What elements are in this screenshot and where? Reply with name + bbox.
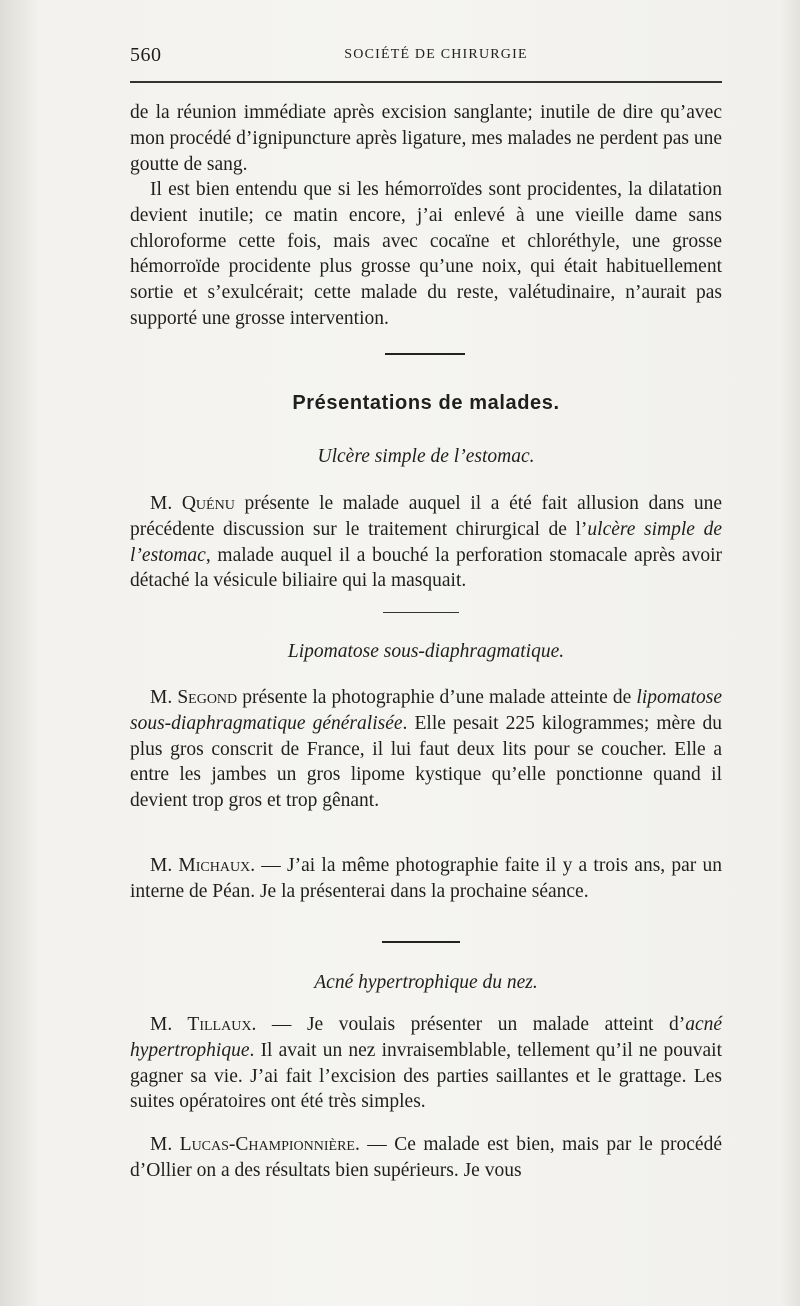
- case-text: présente la photographie d’une malade atteinte de: [237, 687, 637, 708]
- intro-paragraph-1: de la réunion immédiate après excision sanglante; inutile de dire qu’avec mon procédé d’ignipuncture après ligature, mes malades ne perdent pas une goutte de sang.: [130, 102, 722, 175]
- speaker-name: M. Michaux.: [150, 855, 256, 876]
- page-header: [130, 44, 722, 68]
- case-text: — Je voulais présenter un malade atteint d’: [256, 1014, 686, 1035]
- separator-rule: [383, 612, 459, 613]
- case-text: . Elle pesait 225 kilogrammes; mère du plus gros conscrit de France, il lui faut deux lits pour se coucher. Elle a entre les jambes un gros lipome kystique qu’elle ponctionne quand il devient trop gros et trop gênant.: [130, 712, 722, 812]
- speaker-name: M. Segond: [150, 687, 238, 708]
- case-paragraph-quenu: [130, 491, 722, 594]
- reply-paragraph-michaux: [130, 853, 722, 905]
- page-number: 560: [130, 44, 162, 66]
- case-text: . Il avait un nez invraisemblable, tellement qu’il ne pouvait gagner sa vie. J’ai fait l’excision des parties saillantes et le grattage. Les suites opératoires ont été très simples.: [130, 1039, 722, 1113]
- header-rule: [130, 81, 722, 83]
- speaker-name: M. Quénu: [150, 493, 235, 514]
- case-paragraph-tillaux: [130, 1012, 722, 1115]
- reply-text: — J’ai la même photographie faite il y a trois ans, par un interne de Péan. Je la présenterai dans la prochaine séance.: [130, 855, 723, 902]
- case-italic-text: ulcère simple de l’estomac: [130, 518, 722, 566]
- speaker-name: M. Tillaux.: [150, 1014, 257, 1035]
- case-text: , malade auquel il a bouché la perforation stomacale après avoir détaché la vésicule biliaire qui la masquait.: [130, 544, 722, 592]
- section-heading: Présentations de malades.: [292, 392, 560, 414]
- case-title-acne: Acné hypertrophique du nez.: [314, 972, 538, 993]
- intro-paragraph-2: Il est bien entendu que si les hémorroïdes sont procidentes, la dilatation devient inutile; ce matin encore, j’ai enlevé à une vieille dame sans chloroforme cette fois, mais avec cocaïne et chloréthyle, une grosse hémorroïde procidente plus grosse qu’une noix, qui était habituellement sortie et s’exulcérait; cette malade du reste, valétudinaire, n’aurait pas supporté une grosse intervention.: [130, 179, 722, 329]
- case-italic-text: lipomatose sous-diaphragmatique généralisée: [130, 687, 722, 734]
- separator-rule: [382, 941, 460, 943]
- reply-paragraph-lucas-championniere: [130, 1132, 722, 1184]
- case-italic-text: acné hypertrophique: [130, 1014, 723, 1061]
- separator-rule: [385, 353, 465, 355]
- case-text: présente le malade auquel il a été fait allusion dans une précédente discussion sur le traitement chirurgical de l’: [130, 493, 722, 540]
- case-title-ulcere: Ulcère simple de l’estomac.: [317, 446, 535, 467]
- speaker-name: M. Lucas-Championnière.: [150, 1134, 360, 1155]
- running-title: SOCIÉTÉ DE CHIRURGIE: [344, 47, 528, 62]
- case-paragraph-segond: [130, 685, 722, 814]
- case-title-lipomatose: Lipomatose sous-diaphragmatique.: [287, 641, 565, 662]
- reply-text: — Ce malade est bien, mais par le procédé d’Ollier on a des résultats bien supérieurs. Je vous: [130, 1134, 722, 1181]
